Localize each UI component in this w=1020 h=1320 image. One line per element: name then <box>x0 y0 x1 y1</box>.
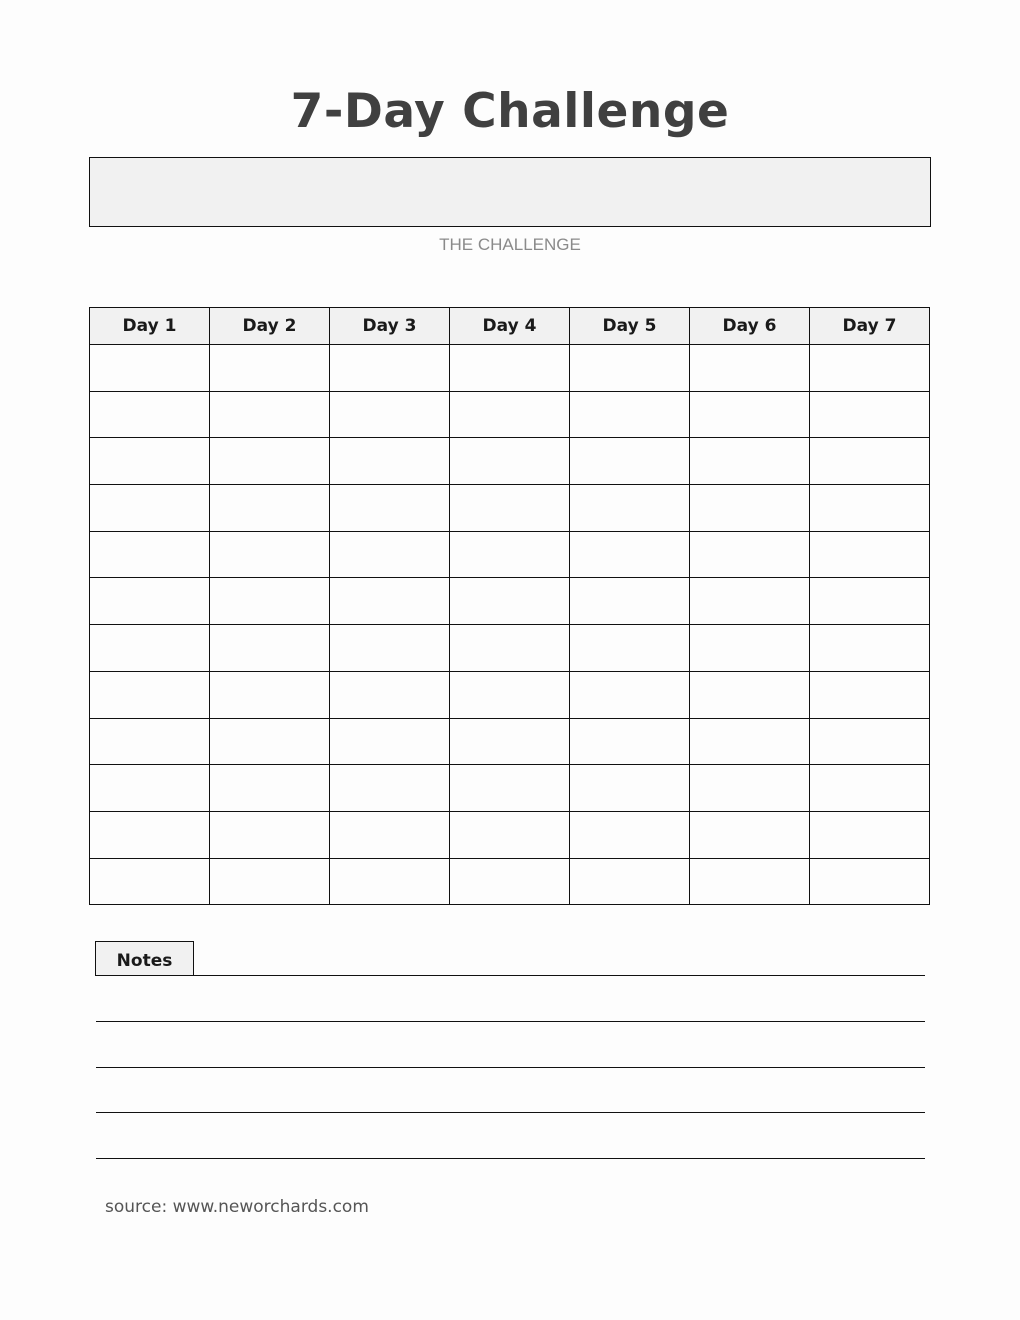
tracker-cell[interactable] <box>210 438 330 485</box>
tracker-cell[interactable] <box>210 531 330 578</box>
tracker-cell[interactable] <box>90 625 210 672</box>
tracker-cell[interactable] <box>210 718 330 765</box>
tracker-cell[interactable] <box>690 811 810 858</box>
tracker-body <box>90 345 930 905</box>
tracker-cell[interactable] <box>210 485 330 532</box>
tracker-cell[interactable] <box>90 485 210 532</box>
column-header-day-7: Day 7 <box>810 308 930 345</box>
tracker-cell[interactable] <box>690 765 810 812</box>
tracker-cell[interactable] <box>210 345 330 392</box>
tracker-cell[interactable] <box>90 858 210 905</box>
tracker-cell[interactable] <box>330 811 450 858</box>
challenge-input-box[interactable] <box>89 157 931 227</box>
notes-label: Notes <box>95 941 194 976</box>
tracker-cell[interactable] <box>330 671 450 718</box>
tracker-cell[interactable] <box>450 485 570 532</box>
tracker-cell[interactable] <box>330 578 450 625</box>
tracker-cell[interactable] <box>810 625 930 672</box>
tracker-cell[interactable] <box>690 531 810 578</box>
column-header-day-1: Day 1 <box>90 308 210 345</box>
note-line[interactable] <box>96 1112 925 1113</box>
tracker-cell[interactable] <box>690 718 810 765</box>
tracker-cell[interactable] <box>810 858 930 905</box>
tracker-cell[interactable] <box>690 485 810 532</box>
tracker-cell[interactable] <box>450 391 570 438</box>
table-row <box>90 625 930 672</box>
tracker-cell[interactable] <box>810 718 930 765</box>
tracker-cell[interactable] <box>90 391 210 438</box>
tracker-cell[interactable] <box>690 671 810 718</box>
tracker-cell[interactable] <box>450 625 570 672</box>
tracker-cell[interactable] <box>810 578 930 625</box>
tracker-cell[interactable] <box>210 858 330 905</box>
tracker-cell[interactable] <box>450 671 570 718</box>
tracker-cell[interactable] <box>570 718 690 765</box>
table-row <box>90 485 930 532</box>
tracker-cell[interactable] <box>90 811 210 858</box>
tracker-cell[interactable] <box>570 345 690 392</box>
source-credit: source: www.neworchards.com <box>105 1197 369 1217</box>
tracker-cell[interactable] <box>810 485 930 532</box>
tracker-cell[interactable] <box>330 718 450 765</box>
tracker-cell[interactable] <box>90 531 210 578</box>
tracker-cell[interactable] <box>810 391 930 438</box>
tracker-cell[interactable] <box>90 578 210 625</box>
tracker-cell[interactable] <box>690 578 810 625</box>
tracker-cell[interactable] <box>570 671 690 718</box>
tracker-cell[interactable] <box>330 345 450 392</box>
tracker-cell[interactable] <box>570 531 690 578</box>
tracker-cell[interactable] <box>90 345 210 392</box>
table-row <box>90 391 930 438</box>
tracker-cell[interactable] <box>450 345 570 392</box>
tracker-cell[interactable] <box>570 625 690 672</box>
tracker-cell[interactable] <box>570 578 690 625</box>
tracker-cell[interactable] <box>450 858 570 905</box>
tracker-cell[interactable] <box>210 765 330 812</box>
tracker-cell[interactable] <box>570 485 690 532</box>
table-row <box>90 858 930 905</box>
tracker-cell[interactable] <box>570 765 690 812</box>
tracker-cell[interactable] <box>450 578 570 625</box>
table-row <box>90 531 930 578</box>
tracker-cell[interactable] <box>810 438 930 485</box>
note-line[interactable] <box>96 975 925 976</box>
tracker-cell[interactable] <box>570 858 690 905</box>
note-line[interactable] <box>96 1158 925 1159</box>
tracker-cell[interactable] <box>450 438 570 485</box>
tracker-cell[interactable] <box>690 858 810 905</box>
tracker-cell[interactable] <box>810 811 930 858</box>
tracker-cell[interactable] <box>690 345 810 392</box>
tracker-table <box>89 307 930 905</box>
challenge-label: THE CHALLENGE <box>439 235 581 254</box>
table-row <box>90 438 930 485</box>
table-row <box>90 718 930 765</box>
column-header-day-2: Day 2 <box>210 308 330 345</box>
note-line[interactable] <box>96 1067 925 1068</box>
tracker-cell[interactable] <box>450 718 570 765</box>
tracker-cell[interactable] <box>450 531 570 578</box>
tracker-cell[interactable] <box>210 625 330 672</box>
tracker-cell[interactable] <box>810 671 930 718</box>
page-title: 7-Day Challenge <box>290 84 730 139</box>
tracker-cell[interactable] <box>210 671 330 718</box>
table-row <box>90 765 930 812</box>
tracker-cell[interactable] <box>330 858 450 905</box>
table-row <box>90 578 930 625</box>
tracker-cell[interactable] <box>210 391 330 438</box>
tracker-cell[interactable] <box>210 578 330 625</box>
column-header-day-4: Day 4 <box>450 308 570 345</box>
table-row <box>90 345 930 392</box>
table-row <box>90 811 930 858</box>
tracker-cell[interactable] <box>570 391 690 438</box>
tracker-cell[interactable] <box>690 438 810 485</box>
tracker-cell[interactable] <box>330 438 450 485</box>
tracker-cell[interactable] <box>210 811 330 858</box>
column-header-day-5: Day 5 <box>570 308 690 345</box>
tracker-cell[interactable] <box>810 345 930 392</box>
tracker-cell[interactable] <box>90 671 210 718</box>
tracker-cell[interactable] <box>690 391 810 438</box>
tracker-cell[interactable] <box>90 718 210 765</box>
tracker-cell[interactable] <box>570 811 690 858</box>
tracker-cell[interactable] <box>330 391 450 438</box>
table-header-row <box>90 308 930 345</box>
tracker-cell[interactable] <box>90 438 210 485</box>
tracker-cell[interactable] <box>810 765 930 812</box>
tracker-cell[interactable] <box>330 625 450 672</box>
tracker-cell[interactable] <box>330 485 450 532</box>
tracker-cell[interactable] <box>450 811 570 858</box>
tracker-cell[interactable] <box>450 765 570 812</box>
tracker-cell[interactable] <box>690 625 810 672</box>
tracker-cell[interactable] <box>90 765 210 812</box>
column-header-day-6: Day 6 <box>690 308 810 345</box>
table-row <box>90 671 930 718</box>
tracker-cell[interactable] <box>330 765 450 812</box>
column-header-day-3: Day 3 <box>330 308 450 345</box>
tracker-cell[interactable] <box>330 531 450 578</box>
tracker-cell[interactable] <box>810 531 930 578</box>
tracker-cell[interactable] <box>570 438 690 485</box>
note-line[interactable] <box>96 1021 925 1022</box>
